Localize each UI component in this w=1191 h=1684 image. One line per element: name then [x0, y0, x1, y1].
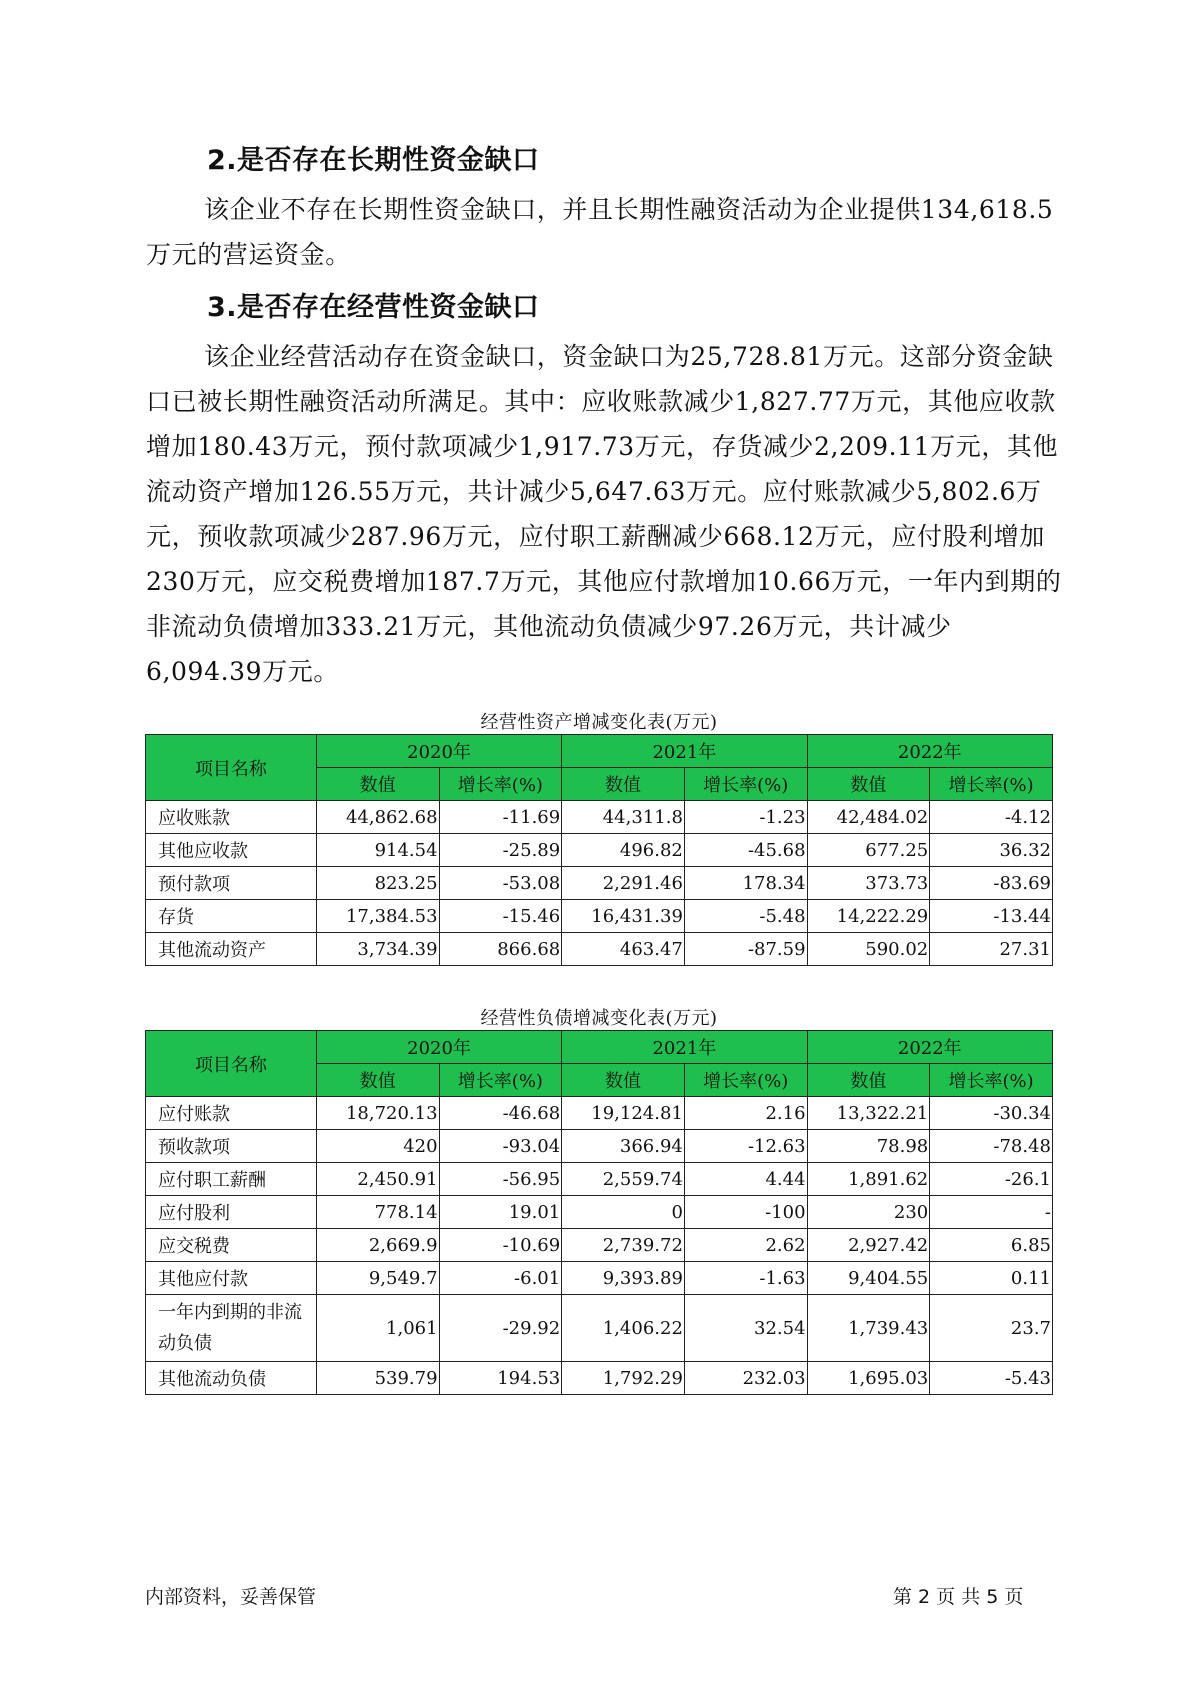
cell-value: 78.98 [807, 1130, 930, 1163]
header-item-name: 项目名称 [146, 1031, 317, 1097]
subheader-growth-rate: 增长率(%) [684, 768, 807, 801]
row-item-name: 其他应付款 [146, 1262, 317, 1295]
cell-value: 19,124.81 [562, 1097, 685, 1130]
subheader-growth-rate: 增长率(%) [930, 1064, 1053, 1097]
cell-value: 3,734.39 [316, 933, 439, 966]
cell-value: 9,404.55 [807, 1262, 930, 1295]
cell-value: 1,061 [316, 1295, 439, 1362]
cell-value: 539.79 [316, 1362, 439, 1395]
cell-value: 2,739.72 [562, 1229, 685, 1262]
cell-growth-rate: -1.63 [684, 1262, 807, 1295]
footer-page-number: 第 2 页 共 5 页 [893, 1586, 1024, 1608]
subheader-value: 数值 [562, 1064, 685, 1097]
cell-value: 2,927.42 [807, 1229, 930, 1262]
table-row [146, 867, 1053, 900]
header-item-name: 项目名称 [146, 735, 317, 801]
row-item-name: 应付股利 [146, 1196, 317, 1229]
cell-value: 463.47 [562, 933, 685, 966]
cell-growth-rate: 2.16 [684, 1097, 807, 1130]
cell-value: 9,549.7 [316, 1262, 439, 1295]
row-item-name: 应付职工薪酬 [146, 1163, 317, 1196]
row-item-name: 其他流动负债 [146, 1362, 317, 1395]
cell-value: 914.54 [316, 834, 439, 867]
row-item-name: 其他应收款 [146, 834, 317, 867]
header-year-2022: 2022年 [807, 735, 1052, 768]
cell-growth-rate: -11.69 [439, 801, 562, 834]
subheader-growth-rate: 增长率(%) [439, 1064, 562, 1097]
cell-value: 677.25 [807, 834, 930, 867]
table-row [146, 801, 1053, 834]
row-item-name: 应收账款 [146, 801, 317, 834]
cell-growth-rate: - [930, 1196, 1053, 1229]
cell-value: 44,862.68 [316, 801, 439, 834]
cell-growth-rate: -12.63 [684, 1130, 807, 1163]
cell-growth-rate: 194.53 [439, 1362, 562, 1395]
cell-value: 2,450.91 [316, 1163, 439, 1196]
cell-value: 16,431.39 [562, 900, 685, 933]
cell-growth-rate: -29.92 [439, 1295, 562, 1362]
cell-growth-rate: -25.89 [439, 834, 562, 867]
cell-growth-rate: 4.44 [684, 1163, 807, 1196]
cell-growth-rate: 866.68 [439, 933, 562, 966]
cell-value: 1,792.29 [562, 1362, 685, 1395]
table-caption-assets: 经营性资产增减变化表(万元) [480, 712, 718, 733]
cell-value: 2,291.46 [562, 867, 685, 900]
cell-value: 230 [807, 1196, 930, 1229]
row-item-name: 一年内到期的非流动负债 [146, 1295, 317, 1362]
footer-confidential-note: 内部资料，妥善保管 [145, 1586, 317, 1608]
section-heading-operating-gap: 3.是否存在经营性资金缺口 [207, 292, 540, 323]
cell-growth-rate: 32.54 [684, 1295, 807, 1362]
subheader-value: 数值 [807, 1064, 930, 1097]
cell-value: 0 [562, 1196, 685, 1229]
row-item-name: 存货 [146, 900, 317, 933]
cell-value: 366.94 [562, 1130, 685, 1163]
cell-growth-rate: -93.04 [439, 1130, 562, 1163]
cell-growth-rate: -1.23 [684, 801, 807, 834]
cell-value: 823.25 [316, 867, 439, 900]
cell-value: 17,384.53 [316, 900, 439, 933]
cell-growth-rate: -6.01 [439, 1262, 562, 1295]
cell-growth-rate: 232.03 [684, 1362, 807, 1395]
paragraph-operating-gap: 该企业经营活动存在资金缺口，资金缺口为25,728.81万元。这部分资金缺口已被长期性融资活动所满足。其中：应收账款减少1,827.77万元，其他应收款增加180.43万元，预付款项减少1,917.73万元，存货减少2,209.11万元，其他流动资产增加126.55万元，共计减少5,647.63万元。应付账款减少5,802.6万元，预收款项减少287.96万元，应付职工薪酬减少668.12万元，应付股利增加230万元，应交税费增加187.7万元，其他应付款增加10.66万元，一年内到期的非流动负债增加333.21万元，其他流动负债减少97.26万元，共计减少6,094.39万元。 [146, 342, 1062, 686]
cell-growth-rate: -13.44 [930, 900, 1053, 933]
subheader-value: 数值 [316, 768, 439, 801]
cell-growth-rate: -100 [684, 1196, 807, 1229]
cell-growth-rate: 2.62 [684, 1229, 807, 1262]
row-item-name: 其他流动资产 [146, 933, 317, 966]
cell-value: 1,739.43 [807, 1295, 930, 1362]
cell-growth-rate: -5.48 [684, 900, 807, 933]
cell-value: 1,891.62 [807, 1163, 930, 1196]
cell-growth-rate: 178.34 [684, 867, 807, 900]
cell-growth-rate: 19.01 [439, 1196, 562, 1229]
cell-growth-rate: 0.11 [930, 1262, 1053, 1295]
subheader-value: 数值 [807, 768, 930, 801]
subheader-growth-rate: 增长率(%) [684, 1064, 807, 1097]
table-row [146, 834, 1053, 867]
cell-value: 778.14 [316, 1196, 439, 1229]
cell-growth-rate: -5.43 [930, 1362, 1053, 1395]
cell-value: 18,720.13 [316, 1097, 439, 1130]
row-item-name: 应付账款 [146, 1097, 317, 1130]
row-item-name: 应交税费 [146, 1229, 317, 1262]
cell-growth-rate: -26.1 [930, 1163, 1053, 1196]
cell-growth-rate: 23.7 [930, 1295, 1053, 1362]
cell-value: 373.73 [807, 867, 930, 900]
cell-growth-rate: 27.31 [930, 933, 1053, 966]
cell-value: 13,322.21 [807, 1097, 930, 1130]
section-heading-long-term-gap: 2.是否存在长期性资金缺口 [207, 145, 540, 176]
table-row [146, 933, 1053, 966]
table-row [146, 1097, 1053, 1130]
cell-value: 1,695.03 [807, 1362, 930, 1395]
cell-value: 2,559.74 [562, 1163, 685, 1196]
paragraph-long-term-gap: 该企业不存在长期性资金缺口，并且长期性融资活动为企业提供134,618.5万元的营运资金。 [146, 195, 1054, 269]
table-row [146, 1362, 1053, 1395]
table-row [146, 1163, 1053, 1196]
cell-value: 44,311.8 [562, 801, 685, 834]
header-year-2022: 2022年 [807, 1031, 1052, 1064]
header-year-2021: 2021年 [562, 1031, 807, 1064]
table-operating-liabilities [145, 1030, 1053, 1395]
cell-growth-rate: -83.69 [930, 867, 1053, 900]
cell-growth-rate: -53.08 [439, 867, 562, 900]
cell-growth-rate: -4.12 [930, 801, 1053, 834]
subheader-value: 数值 [562, 768, 685, 801]
row-item-name: 预收款项 [146, 1130, 317, 1163]
cell-growth-rate: -15.46 [439, 900, 562, 933]
cell-growth-rate: 6.85 [930, 1229, 1053, 1262]
table-row [146, 1130, 1053, 1163]
cell-growth-rate: -87.59 [684, 933, 807, 966]
cell-growth-rate: 36.32 [930, 834, 1053, 867]
header-year-2020: 2020年 [316, 1031, 561, 1064]
cell-value: 496.82 [562, 834, 685, 867]
header-year-2021: 2021年 [562, 735, 807, 768]
cell-value: 420 [316, 1130, 439, 1163]
cell-growth-rate: -46.68 [439, 1097, 562, 1130]
table-row [146, 1262, 1053, 1295]
table-row [146, 1229, 1053, 1262]
table-operating-assets [145, 734, 1053, 966]
cell-value: 2,669.9 [316, 1229, 439, 1262]
table-row [146, 1196, 1053, 1229]
cell-growth-rate: -10.69 [439, 1229, 562, 1262]
table-caption-liabilities: 经营性负债增减变化表(万元) [480, 1008, 718, 1029]
table-row [146, 1295, 1053, 1362]
subheader-value: 数值 [316, 1064, 439, 1097]
cell-value: 1,406.22 [562, 1295, 685, 1362]
cell-value: 590.02 [807, 933, 930, 966]
cell-growth-rate: -30.34 [930, 1097, 1053, 1130]
row-item-name: 预付款项 [146, 867, 317, 900]
cell-growth-rate: -56.95 [439, 1163, 562, 1196]
subheader-growth-rate: 增长率(%) [439, 768, 562, 801]
cell-growth-rate: -45.68 [684, 834, 807, 867]
cell-value: 9,393.89 [562, 1262, 685, 1295]
header-year-2020: 2020年 [316, 735, 561, 768]
cell-value: 14,222.29 [807, 900, 930, 933]
cell-growth-rate: -78.48 [930, 1130, 1053, 1163]
cell-value: 42,484.02 [807, 801, 930, 834]
subheader-growth-rate: 增长率(%) [930, 768, 1053, 801]
table-row [146, 900, 1053, 933]
